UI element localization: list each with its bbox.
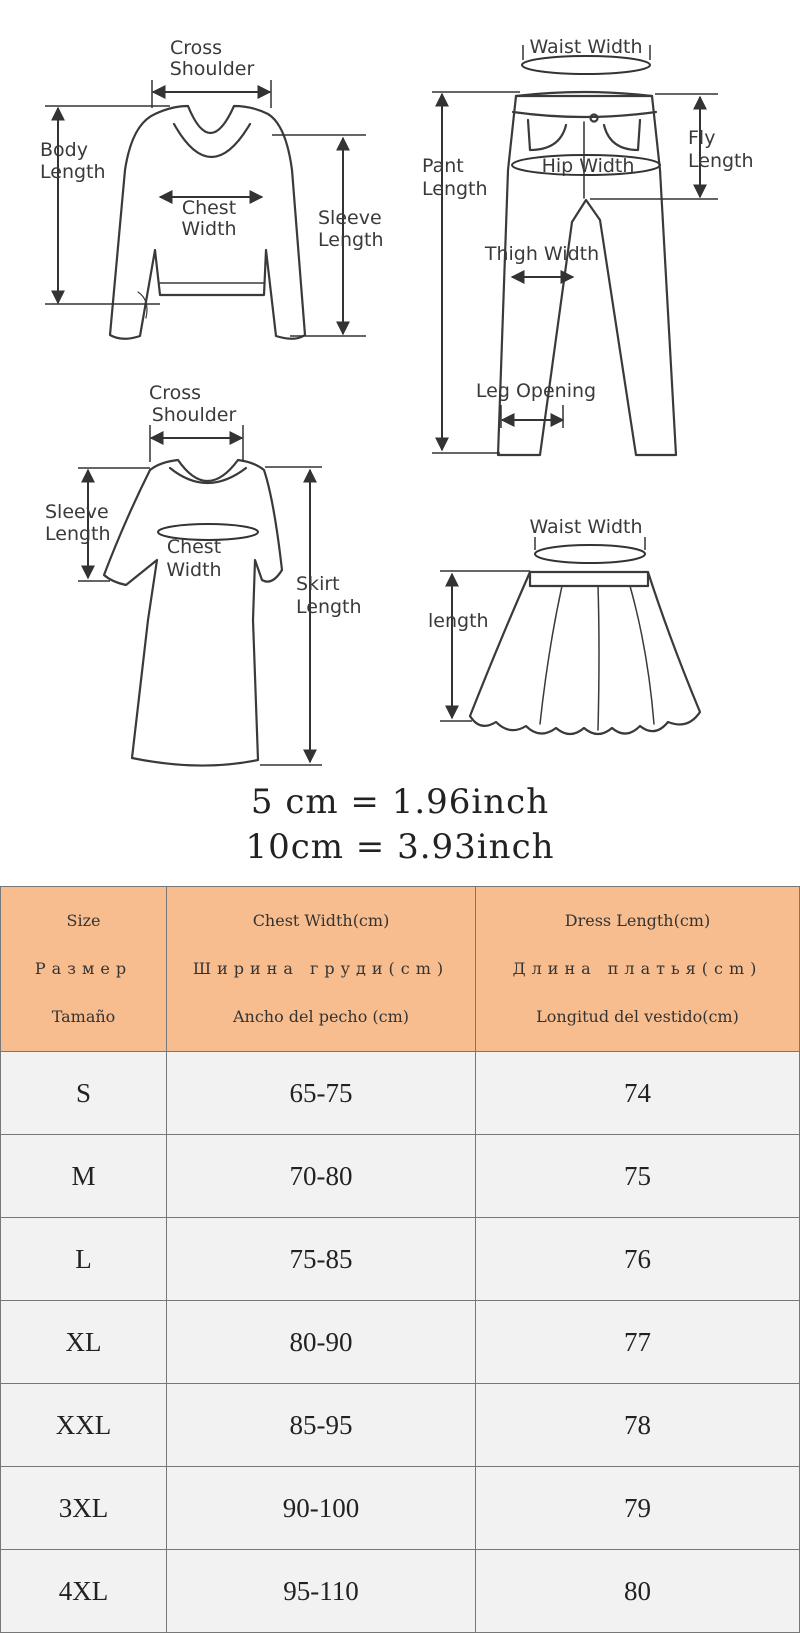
table-row bbox=[1, 1384, 800, 1467]
conversion-line-2: 10cm = 3.93inch bbox=[245, 827, 555, 867]
dress-cross-shoulder-label-2: Shoulder bbox=[151, 404, 237, 426]
table-row bbox=[1, 1218, 800, 1301]
dress-length-cell: 74 bbox=[476, 1052, 800, 1135]
pants-thigh-width-label: Thigh Width bbox=[484, 243, 600, 265]
dress-arrows bbox=[78, 425, 322, 765]
dress-skirt-length-label-2: Length bbox=[296, 596, 362, 618]
header-size-ru: Размер bbox=[34, 959, 133, 978]
chest-width-cell: 65-75 bbox=[167, 1052, 476, 1135]
size-cell: XXL bbox=[1, 1384, 167, 1467]
table-row bbox=[1, 1550, 800, 1633]
header-dress-length bbox=[476, 887, 800, 1052]
conversion-line-1: 5 cm = 1.96inch bbox=[250, 782, 550, 822]
table-row bbox=[1, 1135, 800, 1218]
dress-length-cell: 75 bbox=[476, 1135, 800, 1218]
chest-width-cell: 70-80 bbox=[167, 1135, 476, 1218]
pants-pant-length-label: Pant bbox=[422, 155, 464, 177]
dress-length-cell: 76 bbox=[476, 1218, 800, 1301]
skirt-length-label: length bbox=[428, 610, 489, 632]
size-cell: S bbox=[1, 1052, 167, 1135]
top-cross-shoulder-label-2: Shoulder bbox=[169, 58, 255, 80]
chest-width-cell: 85-95 bbox=[167, 1384, 476, 1467]
header-dress-length-es: Longitud del vestido(cm) bbox=[536, 1007, 739, 1026]
pants-waist-width-label: Waist Width bbox=[529, 36, 643, 58]
skirt-outline bbox=[470, 572, 700, 734]
size-cell: XL bbox=[1, 1301, 167, 1384]
size-cell: L bbox=[1, 1218, 167, 1301]
dress-skirt-length-label: Skirt bbox=[296, 573, 340, 595]
header-chest-width bbox=[167, 887, 476, 1052]
pants-hip-width-label: Hip Width bbox=[541, 155, 635, 177]
table-row bbox=[1, 1301, 800, 1384]
header-chest-width-en: Chest Width(cm) bbox=[252, 911, 390, 930]
top-chest-width-label: Chest bbox=[181, 197, 237, 219]
table-row bbox=[1, 1467, 800, 1550]
size-cell: 3XL bbox=[1, 1467, 167, 1550]
dress-cross-shoulder-label: Cross bbox=[148, 382, 202, 404]
header-chest-width-es: Ancho del pecho (cm) bbox=[232, 1007, 410, 1026]
size-cell: M bbox=[1, 1135, 167, 1218]
top-sleeve-length-label: Sleeve bbox=[318, 207, 382, 229]
header-chest-width-ru: Ширина груди(cm) bbox=[192, 959, 450, 978]
dress-length-cell: 79 bbox=[476, 1467, 800, 1550]
chest-width-cell: 90-100 bbox=[167, 1467, 476, 1550]
dress-chest-width-label: Chest bbox=[166, 536, 222, 558]
dress-diagram bbox=[104, 460, 282, 766]
skirt-diagram bbox=[470, 572, 700, 734]
chest-width-cell: 75-85 bbox=[167, 1218, 476, 1301]
pants-fly-length-label: Fly bbox=[688, 127, 716, 149]
top-body-length-label-2: Length bbox=[40, 161, 106, 183]
header-dress-length-ru: Длина платья(cm) bbox=[512, 959, 763, 978]
header-size bbox=[1, 887, 167, 1052]
size-table bbox=[0, 886, 800, 1633]
dress-length-cell: 78 bbox=[476, 1384, 800, 1467]
table-row bbox=[1, 1052, 800, 1135]
dress-sleeve-length-label: Sleeve bbox=[45, 501, 109, 523]
size-cell: 4XL bbox=[1, 1550, 167, 1633]
dress-sleeve-length-label-2: Length bbox=[45, 523, 111, 545]
dress-length-cell: 77 bbox=[476, 1301, 800, 1384]
pants-leg-opening-label: Leg Opening bbox=[475, 380, 597, 402]
pants-pant-length-label-2: Length bbox=[422, 178, 488, 200]
skirt-waist-width-label: Waist Width bbox=[529, 516, 643, 538]
top-body-length-label: Body bbox=[40, 139, 88, 161]
header-size-es: Tamaño bbox=[51, 1007, 116, 1026]
dress-outline bbox=[104, 460, 282, 766]
header-dress-length-en: Dress Length(cm) bbox=[564, 911, 711, 930]
chest-width-cell: 95-110 bbox=[167, 1550, 476, 1633]
top-sleeve-length-label-2: Length bbox=[318, 229, 384, 251]
dress-length-cell: 80 bbox=[476, 1550, 800, 1633]
top-chest-width-label-2: Width bbox=[181, 218, 237, 240]
chest-width-cell: 80-90 bbox=[167, 1301, 476, 1384]
pants-fly-length-label-2: Length bbox=[688, 150, 754, 172]
header-size-en: Size bbox=[66, 911, 101, 930]
table-header-row bbox=[1, 887, 800, 1052]
dress-chest-width-label-2: Width bbox=[166, 559, 222, 581]
top-cross-shoulder-label: Cross bbox=[169, 37, 223, 59]
